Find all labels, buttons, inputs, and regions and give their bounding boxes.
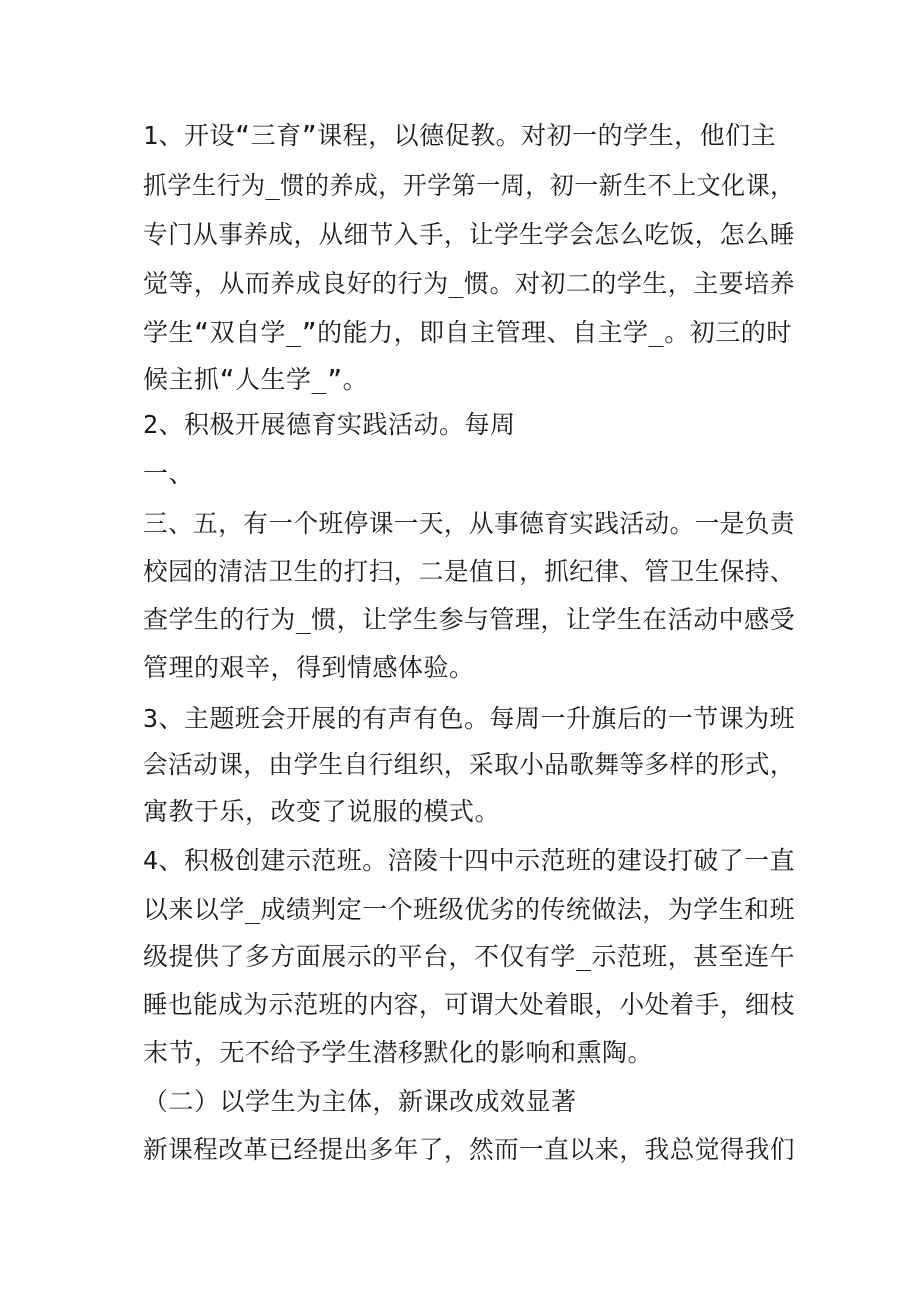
text-line: 会活动课，由学生自行组织，采取小品歌舞等多样的形式，	[143, 750, 796, 779]
text-line: 觉等，从而养成良好的行为_惯。对初二的学生，主要培养	[143, 269, 796, 298]
text-line: 管理的艰辛，得到情感体验。	[143, 653, 475, 682]
text-line: 末节，无不给予学生潜移默化的影响和熏陶。	[143, 1038, 654, 1067]
text-line: 校园的清洁卫生的打扫，二是值日，抓纪律、管卫生保持、	[143, 557, 796, 586]
text-line: 专门从事养成，从细节入手，让学生学会怎么吃饭，怎么睡	[143, 220, 796, 249]
section-heading: （二）以学生为主体，新课改成效显著	[143, 1087, 577, 1116]
text-line: 2、积极开展德育实践活动。每周	[143, 410, 516, 439]
text-line: 3、主题班会开展的有声有色。每周一升旗后的一节课为班	[143, 704, 796, 733]
text-line: 候主抓“人生学_”。	[143, 365, 369, 394]
text-line: 1、开设“三育”课程，以德促教。对初一的学生，他们主	[143, 121, 777, 150]
text-line: 查学生的行为_惯，让学生参与管理，让学生在活动中感受	[143, 605, 796, 634]
text-line: 三、五，有一个班停课一天，从事德育实践活动。一是负责	[143, 509, 796, 538]
text-line: 抓学生行为_惯的养成，开学第一周，初一新生不上文化课，	[143, 171, 795, 200]
text-line: 睡也能成为示范班的内容，可谓大处着眼，小处着手，细枝	[143, 990, 796, 1019]
text-line: 寓教于乐，改变了说服的模式。	[143, 797, 501, 826]
text-line: 学生“双自学_”的能力，即自主管理、自主学_。初三的时	[143, 318, 792, 347]
text-line: 以来以学_成绩判定一个班级优劣的传统做法，为学生和班	[143, 895, 796, 924]
text-line: 新课程改革已经提出多年了，然而一直以来，我总觉得我们	[143, 1135, 796, 1164]
text-line: 一、	[143, 459, 195, 488]
text-line: 级提供了多方面展示的平台，不仅有学_示范班，甚至连午	[143, 942, 796, 971]
text-line: 4、积极创建示范班。涪陵十四中示范班的建设打破了一直	[143, 846, 796, 875]
